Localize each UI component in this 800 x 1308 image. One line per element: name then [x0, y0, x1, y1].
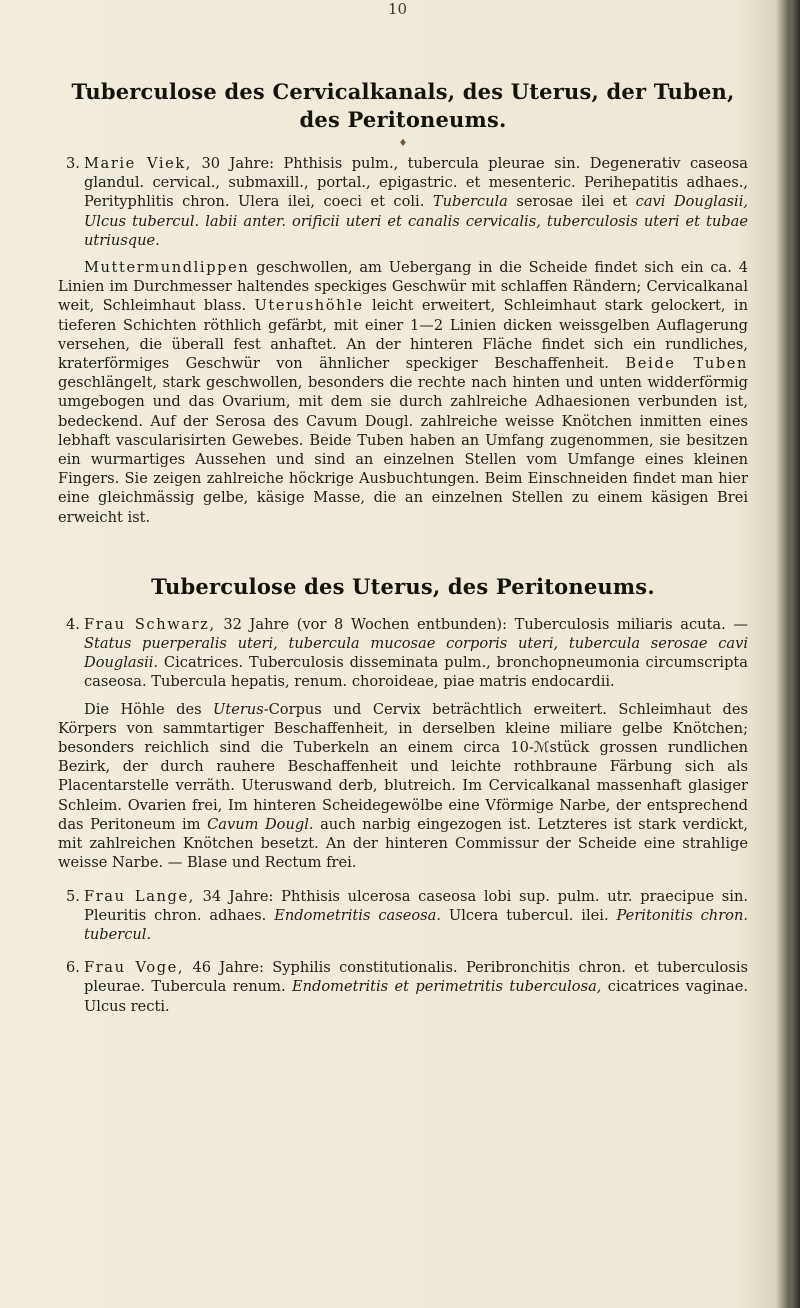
- case-summary-cont: cicatrices vaginae. Ulcus recti.: [84, 978, 748, 1015]
- patient-name: Frau Voge,: [84, 959, 185, 977]
- findings-text-uterus: leicht erweitert, Schleimhaut stark gelockert, in tieferen Schichten röthlich gefärbt, mit einer 1—2 Linien dicken weissgelben Auflagerung versehen, die überall fest anhaftet. An der hinteren Fläche findet sich ein rundliches, kraterförmiges Geschwür von ähnlicher speckiger Beschaffenheit.: [58, 297, 748, 373]
- case-diagnosis: Endometritis caseosa.: [274, 906, 441, 924]
- case-3-findings: [58, 258, 748, 527]
- case-summary-cont: serosae ilei et: [507, 193, 636, 211]
- patient-name: Marie Viek,: [84, 155, 193, 172]
- case-entry-6: [58, 958, 748, 1016]
- findings-lead-uterus: Uterushöhle: [254, 297, 364, 315]
- case-entry-3: [58, 154, 748, 250]
- page-content: [58, 78, 748, 1016]
- case-summary: 30 Jahre: Phthisis pulm., tubercula pleurae sin. Degenerativ caseosa glandul. cervical., submaxill., portal., epigastric. et mesenteric. Perihepatitis adhaes., Perityphlitis chron. Ulera ilei, coeci et coli.: [84, 155, 748, 211]
- case-diagnosis: cavi Douglasii, Ulcus tubercul. labii anter. orificii uteri et canalis cervicalis, tuberculosis uteri et tubae utriusque.: [84, 193, 748, 249]
- case-number: 4.: [66, 615, 80, 633]
- case-summary: 32 Jahre (vor 8 Wochen entbunden): Tuberculosis miliaris acuta. —: [215, 615, 748, 633]
- findings-lead-tuben: Beide Tuben: [625, 355, 748, 373]
- findings-text-tuben: geschlängelt, stark geschwollen, besonders die rechte nach hinten und unten widderförmig umgebogen und das Ovarium, mit dem sie durch zahlreiche Adhaesionen verbunden ist, bedeckend. Auf der Serosa des Cavum Dougl. zahlreiche weisse Knötchen inmitten eines lebhaft vascularisirten Gewebes. Beide Tuben haben an Umfang zugenommen, sie besitzen ein wurmartiges Aussehen und sind an einzelnen Stellen vom Umfange eines kleinen Fingers. Sie zeigen zahlreiche höckrige Ausbuchtungen. Beim Einschneiden findet man hier eine gleichmässig gelbe, käsige Masse, die an einzelnen Stellen zu einem käsigen Brei erweicht ist.: [58, 374, 748, 526]
- case-entry-4: [58, 615, 748, 692]
- findings-italic-a: Uterus: [213, 700, 264, 718]
- section-title-uterus: Tuberculose des Uterus, des Peritoneums.: [151, 573, 655, 599]
- case-entry-5: [58, 887, 748, 945]
- ornament: ♦: [398, 138, 408, 149]
- patient-name: Frau Schwarz,: [84, 615, 216, 633]
- section-title-cervicalkanal: Tuberculose des Cervicalkanals, des Uterus, der Tuben, des Peritoneums.: [71, 79, 735, 132]
- findings-text-b: -Corpus und Cervix beträchtlich erweitert. Schleimhaut des Körpers von sammtartiger Beschaffenheit, in derselben kleine miliare gelbe Knötchen; besonders reichlich sind die Tuberkeln an einem circa 10-ℳstück grossen rundlichen Bezirk, der durch rauhere Beschaffenheit und leichte rothbraune Färbung sich als Placentarstelle verräth. Uteruswand derb, blutreich. Im Cervicalkanal massenhaft glasiger Schleim. Ovarien frei, Im hinteren Scheidegewölbe eine Vförmige Narbe, der entsprechend das Peritoneum im: [58, 700, 748, 833]
- page-edge-shadow: [786, 0, 800, 1308]
- findings-lead: Muttermundlippen: [84, 259, 250, 277]
- page-number: 10: [388, 0, 408, 18]
- case-number: 6.: [66, 959, 80, 977]
- findings-text-c: auch narbig eingezogen ist. Letzteres ist stark verdickt, mit zahlreichen Knötchen besetzt. An der hinteren Commissur der Scheide eine strahlige weisse Narbe. — Blase und Rectum frei.: [58, 815, 748, 872]
- case-diagnosis-2: Peritonitis chron. tubercul.: [84, 906, 748, 943]
- case-number: 3.: [66, 155, 80, 172]
- case-number: 5.: [66, 887, 80, 905]
- case-diagnosis: Status puerperalis uteri, tubercula mucosae corporis uteri, tubercula serosae cavi Douglasii.: [84, 635, 748, 672]
- case-summary: 34 Jahre: Phthisis ulcerosa caseosa lobi sup. pulm. utr. praecipue sin. Pleuritis chron. adhaes.: [84, 887, 748, 924]
- case-summary-italic: Tubercula: [432, 193, 508, 211]
- case-summary: 46 Jahre: Syphilis constitutionalis. Peribronchitis chron. et tuberculosis pleurae. Tubercula renum.: [84, 959, 748, 996]
- case-4-findings: [58, 700, 748, 873]
- patient-name: Frau Lange,: [84, 887, 195, 905]
- findings-text-a: Die Höhle des: [84, 700, 214, 718]
- findings-italic-b: Cavum Dougl.: [207, 815, 314, 833]
- case-summary-cont: Ulcera tubercul. ilei.: [440, 906, 617, 924]
- case-summary-cont: Cicatrices. Tuberculosis disseminata pulm., bronchopneumonia circumscripta caseosa. Tubercula hepatis, renum. choroideae, piae matris endocardii.: [84, 654, 748, 691]
- case-diagnosis: Endometritis et perimetritis tuberculosa,: [291, 978, 602, 996]
- findings-text: geschwollen, am Uebergang in die Scheide findet sich ein ca. 4 Linien im Durchmesser haltendes speckiges Geschwür mit schlaffen Rändern; Cervicalkanal weit, Schleimhaut blass.: [58, 259, 748, 315]
